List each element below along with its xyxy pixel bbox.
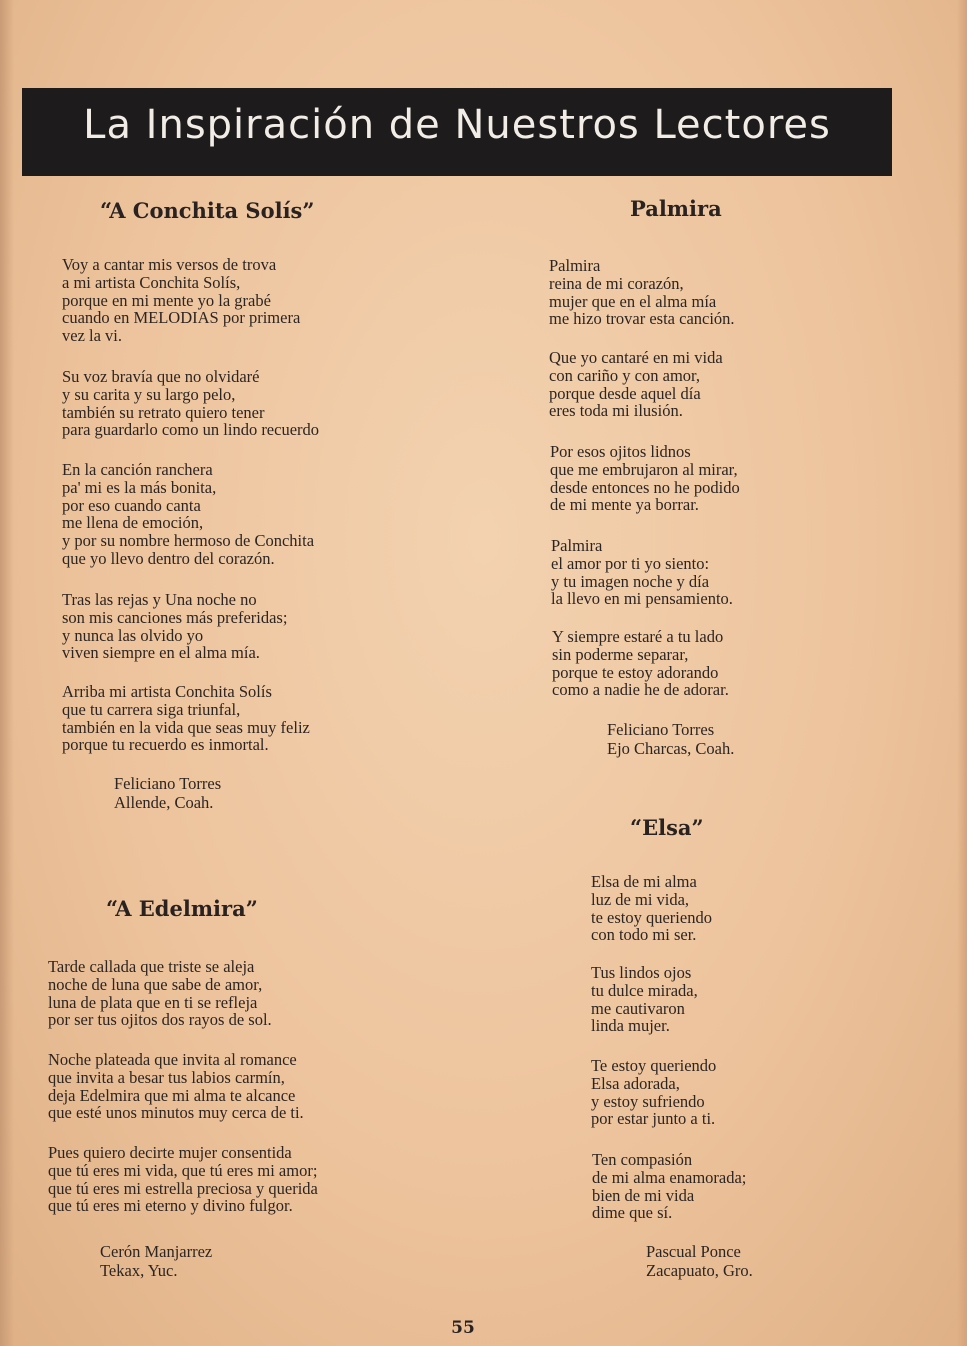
header-banner [22,88,892,176]
author-name: Pascual Ponce [646,1242,741,1261]
poem-line: que yo llevo dentro del corazón. [62,548,275,568]
poem-stanza [48,1051,304,1122]
poem-line: como a nadie he de adorar. [552,680,729,700]
poem-line: con cariño y con amor, [549,365,700,385]
poem-title-edelmira: “A Edelmira” [106,896,258,921]
poem-stanza [552,628,729,699]
poem-line: Te estoy queriendo [591,1056,717,1075]
poem-stanza [48,958,272,1029]
poem-line: luz de mi vida, [591,889,690,909]
poem-line: de mi alma enamorada; [592,1167,747,1187]
poem-line: Y siempre estaré a tu lado [552,627,724,646]
poem-line: que tú eres mi vida, que tú eres mi amor; [48,1160,318,1180]
poem-line: viven siempre en el alma mía. [62,643,260,663]
poem-line: Por esos ojitos lidnos [550,442,691,461]
poem-line: porque tu recuerdo es inmortal. [62,735,269,755]
poem-line: también su retrato quiero tener [62,402,265,422]
poem-line: porque en mi mente yo la grabé [62,290,271,310]
poem-stanza [591,873,712,944]
poem-line: por estar junto a ti. [591,1109,716,1129]
poem-line: por eso cuando canta [62,495,201,515]
page-title: La Inspiración de Nuestros Lectores [83,102,831,148]
poem-stanza [591,964,698,1035]
poem-line: cuando en MELODIAS por primera [62,308,301,328]
poem-line: eres toda mi ilusión. [549,401,683,421]
poem-line: luna de plata que en ti se refleja [48,992,258,1012]
author-name: Feliciano Torres [607,720,715,739]
poem-line: son mis canciones más preferidas; [62,607,288,627]
poem-line: Tus lindos ojos [591,963,692,982]
poem-line: Palmira [549,256,601,275]
poem-line: bien de mi vida [592,1185,695,1205]
poem-stanza [48,1144,318,1215]
poem-line: porque desde aquel día [549,383,701,403]
poem-line: Elsa de mi alma [591,872,697,891]
poem-stanza [62,591,287,662]
poem-line: Elsa adorada, [591,1073,680,1093]
author-place: Allende, Coah. [114,792,214,812]
poem-line: que tu carrera siga triunfal, [62,699,241,719]
poem-line: me llena de emoción, [62,513,204,533]
poem-stanza [550,443,740,514]
poem-line: reina de mi corazón, [549,273,684,293]
poem-line: tu dulce mirada, [591,980,698,1000]
poem-title-elsa: “Elsa” [630,815,704,840]
poem-line: que tú eres mi eterno y divino fulgor. [48,1196,293,1216]
poem-line: sin poderme separar, [552,644,689,664]
poem-line: porque te estoy adorando [552,662,719,682]
author-place: Ejo Charcas, Coah. [607,738,735,758]
poem-stanza [551,537,733,608]
poem-line: y nunca las olvido yo [62,625,204,645]
poem-line: con todo mi ser. [591,925,697,945]
poem-line: Tras las rejas y Una noche no [62,590,257,609]
poem-line: me cautivaron [591,998,685,1018]
poem-line: que tú eres mi estrella preciosa y querida [48,1178,318,1198]
poem-line: y por su nombre hermoso de Conchita [62,531,315,551]
poem-line: que me embrujaron al mirar, [550,459,738,479]
poem-line: y su carita y su largo pelo, [62,384,236,404]
poem-signature [646,1243,753,1280]
poem-line: de mi mente ya borrar. [550,495,699,515]
poem-line: deja Edelmira que mi alma te alcance [48,1085,296,1105]
poem-line: me hizo trovar esta canción. [549,309,735,329]
poem-signature [114,775,221,812]
poem-line: desde entonces no he podido [550,477,740,497]
poem-line: Que yo cantaré en mi vida [549,348,723,367]
poem-line: que invita a besar tus labios carmín, [48,1067,285,1087]
poem-signature [607,721,734,758]
poem-stanza [549,349,723,420]
poem-line: a mi artista Conchita Solís, [62,272,241,292]
poem-line: la llevo en mi pensamiento. [551,589,733,609]
poem-line: y estoy sufriendo [591,1091,705,1111]
poem-stanza [62,683,310,754]
author-name: Cerón Manjarrez [100,1242,213,1261]
poem-line: Pues quiero decirte mujer consentida [48,1143,292,1162]
poem-stanza [591,1057,716,1128]
poem-title-palmira: Palmira [630,196,722,221]
poem-stanza [62,368,319,439]
author-place: Zacapuato, Gro. [646,1260,753,1280]
poem-line: Palmira [551,536,603,555]
poem-line: y tu imagen noche y día [551,571,710,591]
author-name: Feliciano Torres [114,774,222,793]
page-edge-right [957,0,967,1346]
poem-stanza [62,461,314,568]
poem-line: te estoy queriendo [591,907,712,927]
poem-line: mujer que en el alma mía [549,291,717,311]
poem-stanza [592,1151,746,1222]
poem-title-conchita: “A Conchita Solís” [100,198,315,223]
poem-line: noche de luna que sabe de amor, [48,974,263,994]
poem-line: Tarde callada que triste se aleja [48,957,255,976]
poem-signature [100,1243,212,1280]
poem-line: para guardarlo como un lindo recuerdo [62,420,320,440]
poem-line: también en la vida que seas muy feliz [62,717,310,737]
poem-line: por ser tus ojitos dos rayos de sol. [48,1010,272,1030]
poem-line: En la canción ranchera [62,460,213,479]
poem-line: dime que sí. [592,1203,673,1223]
poem-line: Noche plateada que invita al romance [48,1050,297,1069]
poem-stanza [549,257,735,328]
poem-line: Su voz bravía que no olvidaré [62,367,260,386]
poem-line: linda mujer. [591,1016,670,1036]
poem-line: el amor por ti yo siento: [551,553,710,573]
author-place: Tekax, Yuc. [100,1260,178,1280]
poem-line: pa' mi es la más bonita, [62,477,217,497]
poem-line: Ten compasión [592,1150,693,1169]
page-number: 55 [451,1318,475,1338]
page-edge-left [0,0,14,1346]
poem-line: vez la vi. [62,326,123,346]
poem-line: Arriba mi artista Conchita Solís [62,682,272,701]
poem-line: que esté unos minutos muy cerca de ti. [48,1103,304,1123]
poem-line: Voy a cantar mis versos de trova [62,255,277,274]
poem-stanza [62,256,300,345]
